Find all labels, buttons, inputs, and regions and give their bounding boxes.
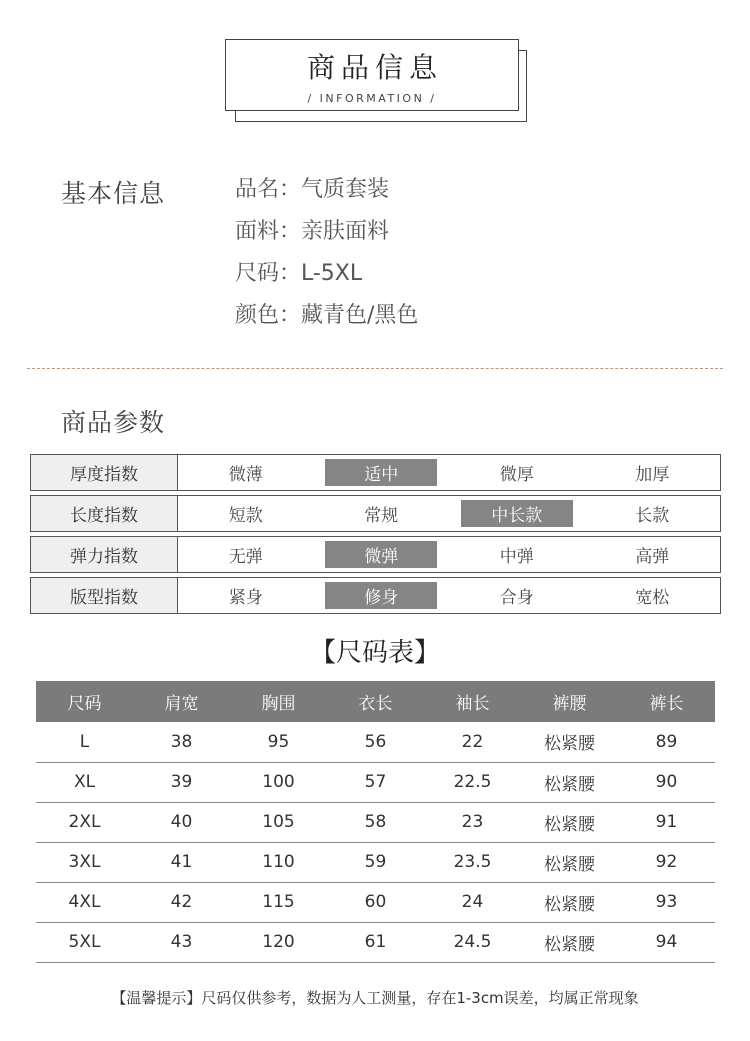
table-cell: 5XL (36, 922, 133, 962)
table-cell: 93 (618, 882, 715, 922)
table-cell: 90 (618, 762, 715, 802)
table-cell: 58 (327, 802, 424, 842)
param-row (30, 577, 721, 614)
param-option-label: 微弹 (325, 541, 437, 568)
param-option-label: 中长款 (461, 500, 573, 527)
size-chart-header-cell: 袖长 (424, 681, 521, 722)
table-cell: 3XL (36, 842, 133, 882)
info-row-fabric: 面料：亲肤面料 (235, 219, 390, 244)
table-cell: 42 (133, 882, 230, 922)
table-cell: 24.5 (424, 922, 521, 962)
table-cell: 松紧腰 (521, 882, 618, 922)
params-heading: 商品参数 (61, 408, 166, 437)
basic-info-list (235, 172, 418, 340)
param-option-label: 长款 (635, 506, 670, 526)
table-cell: 115 (230, 882, 327, 922)
table-cell: 41 (133, 842, 230, 882)
param-option-label: 短款 (228, 506, 263, 526)
table-cell: 120 (230, 922, 327, 962)
table-cell: 2XL (36, 802, 133, 842)
table-cell: 61 (327, 922, 424, 962)
param-option (449, 537, 585, 572)
info-row-color: 颜色：藏青色/黑色 (235, 303, 419, 328)
table-cell: XL (36, 762, 133, 802)
size-chart-header-cell: 肩宽 (133, 681, 230, 722)
param-option (449, 578, 585, 613)
size-chart-header-cell: 裤长 (618, 681, 715, 722)
table-cell: 23.5 (424, 842, 521, 882)
table-cell: 22.5 (424, 762, 521, 802)
table-cell: 松紧腰 (521, 762, 618, 802)
table-cell: 110 (230, 842, 327, 882)
size-chart-header-cell: 尺码 (36, 681, 133, 722)
table-cell: L (36, 722, 133, 762)
param-option-label: 宽松 (635, 588, 670, 608)
table-cell: 60 (327, 882, 424, 922)
table-cell: 38 (133, 722, 230, 762)
param-row (30, 454, 721, 491)
size-chart-header-cell: 衣长 (327, 681, 424, 722)
table-cell: 59 (327, 842, 424, 882)
basic-info-heading: 基本信息 (61, 179, 166, 208)
table-row (36, 802, 715, 842)
table-cell: 43 (133, 922, 230, 962)
param-option-selected (314, 537, 450, 572)
param-label: 版型指数 (31, 578, 178, 613)
table-cell: 100 (230, 762, 327, 802)
dashed-divider (27, 368, 723, 369)
table-cell: 105 (230, 802, 327, 842)
table-cell: 95 (230, 722, 327, 762)
section-title-box (225, 39, 519, 111)
page-subtitle: / INFORMATION / (307, 92, 437, 105)
table-cell: 40 (133, 802, 230, 842)
param-option (314, 496, 450, 531)
param-option-selected (314, 455, 450, 490)
param-option (178, 537, 314, 572)
param-option (178, 455, 314, 490)
table-row (36, 762, 715, 802)
size-chart-table (36, 681, 715, 963)
table-cell: 松紧腰 (521, 922, 618, 962)
table-cell: 94 (618, 922, 715, 962)
table-row (36, 722, 715, 762)
size-chart-title: 【尺码表】 (309, 638, 440, 668)
table-cell: 24 (424, 882, 521, 922)
table-row (36, 882, 715, 922)
size-chart-header-row (36, 681, 715, 722)
table-row (36, 842, 715, 882)
table-cell: 23 (424, 802, 521, 842)
table-cell: 56 (327, 722, 424, 762)
param-option-label: 常规 (364, 506, 399, 526)
table-cell: 57 (327, 762, 424, 802)
table-cell: 89 (618, 722, 715, 762)
param-option-label: 中弹 (499, 547, 534, 567)
info-row-name: 品名：气质套装 (235, 177, 390, 202)
table-row (36, 922, 715, 962)
table-cell: 22 (424, 722, 521, 762)
table-cell: 松紧腰 (521, 842, 618, 882)
param-row (30, 495, 721, 532)
param-option-label: 微薄 (228, 465, 263, 485)
params-table (30, 454, 721, 618)
param-row (30, 536, 721, 573)
page-title: 商品信息 (306, 51, 443, 84)
param-option (585, 537, 721, 572)
warm-tip: 【温馨提示】尺码仅供参考，数据为人工测量，存在1-3cm误差，均属正常现象 (111, 989, 639, 1007)
size-chart-header-cell: 胸围 (230, 681, 327, 722)
param-option (585, 455, 721, 490)
param-label: 厚度指数 (31, 455, 178, 490)
param-option (585, 496, 721, 531)
param-option-label: 加厚 (635, 465, 670, 485)
param-option (178, 578, 314, 613)
param-option-label: 修身 (325, 582, 437, 609)
param-option-label: 无弹 (228, 547, 263, 567)
table-cell: 91 (618, 802, 715, 842)
param-option-label: 微厚 (499, 465, 534, 485)
param-option-label: 紧身 (228, 588, 263, 608)
param-label: 长度指数 (31, 496, 178, 531)
param-option (449, 455, 585, 490)
param-option (178, 496, 314, 531)
info-row-size: 尺码：L-5XL (235, 261, 363, 286)
table-cell: 92 (618, 842, 715, 882)
param-option-label: 高弹 (635, 547, 670, 567)
param-option-selected (449, 496, 585, 531)
param-label: 弹力指数 (31, 537, 178, 572)
param-option (585, 578, 721, 613)
table-cell: 39 (133, 762, 230, 802)
size-chart-header-cell: 裤腰 (521, 681, 618, 722)
table-cell: 4XL (36, 882, 133, 922)
param-option-selected (314, 578, 450, 613)
table-cell: 松紧腰 (521, 722, 618, 762)
table-cell: 松紧腰 (521, 802, 618, 842)
param-option-label: 适中 (325, 459, 437, 486)
param-option-label: 合身 (499, 588, 534, 608)
